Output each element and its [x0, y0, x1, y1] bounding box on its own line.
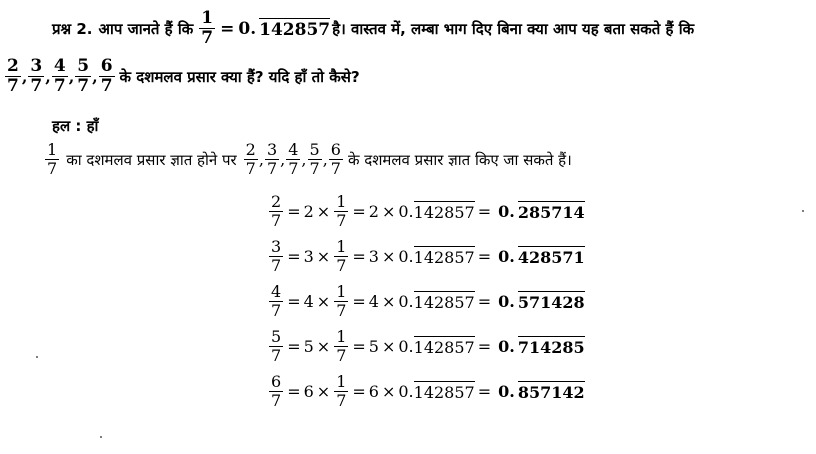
lead-fraction — [45, 142, 59, 177]
question-fraction-den: 7 — [7, 76, 19, 96]
solution-fraction — [244, 142, 258, 177]
lead-text: का दशमलव प्रसार ज्ञात होने पर — [66, 150, 237, 169]
one-seventh-fraction — [334, 239, 348, 274]
decimal-int: 0. — [398, 202, 414, 221]
equation-row — [268, 194, 585, 229]
equation-lhs-num: 2 — [271, 192, 282, 211]
multiplier: 2 — [368, 202, 379, 221]
result-repeat: 571428 — [517, 293, 585, 312]
equation-lhs-fraction — [269, 239, 283, 274]
result-int: 0. — [498, 292, 515, 311]
scan-speck — [36, 356, 38, 358]
equals-sign: = — [477, 337, 492, 356]
scan-speck — [802, 210, 804, 212]
equation-row — [268, 374, 585, 409]
times-sign: × — [316, 337, 331, 356]
solution-fraction-den: 7 — [245, 159, 256, 178]
one-seventh-fraction — [334, 329, 348, 364]
solution-fraction-den: 7 — [330, 159, 341, 178]
solution-fraction — [265, 142, 279, 177]
solution-fraction-num: 6 — [330, 140, 341, 159]
question-fraction-den: 7 — [30, 76, 43, 96]
multiplier: 4 — [303, 292, 314, 311]
question-fraction — [52, 58, 68, 95]
one-seventh-den: 7 — [336, 391, 347, 410]
multiplier: 6 — [368, 382, 379, 401]
result-repeat: 714285 — [517, 338, 585, 357]
solution-fraction-den: 7 — [309, 159, 320, 178]
equals-sign: = — [287, 202, 301, 221]
equation-lhs-fraction — [269, 329, 283, 364]
question-line-1 — [52, 10, 694, 47]
equals-sign: = — [287, 382, 301, 401]
question-fraction-den: 7 — [53, 76, 66, 96]
one-seventh-fraction — [334, 284, 348, 319]
times-sign: × — [381, 382, 396, 401]
equation-lhs-num: 3 — [271, 237, 282, 256]
equals-sign: = — [352, 202, 366, 221]
one-seventh-fraction — [334, 194, 348, 229]
question-fraction-num: 6 — [100, 56, 113, 76]
one-seventh-num: 1 — [336, 237, 347, 256]
result-int: 0. — [498, 382, 515, 401]
one-seventh-num: 1 — [336, 282, 347, 301]
solution-fraction-num: 5 — [309, 140, 320, 159]
equals-sign: = — [352, 292, 366, 311]
given-fraction — [199, 10, 215, 47]
one-seventh-fraction — [334, 374, 348, 409]
question-line-2: $\frac{2}{7}$ , $\frac{3}{7}$ , $\frac{4}{7}$ , $\frac{5}{7}$ , $\frac{6}{7}$ के दशमलव प्रसार क्या हैं? यदि हाँ तो कैसे? — [7, 56, 360, 96]
solution-fraction — [286, 142, 300, 177]
result-repeat: 857142 — [517, 383, 585, 402]
times-sign: × — [316, 292, 331, 311]
equation-lhs-den: 7 — [271, 346, 282, 365]
trail-text: के दशमलव प्रसार ज्ञात किए जा सकते हैं। — [347, 150, 572, 169]
decimal-int: 0. — [398, 292, 414, 311]
given-fraction-den: 7 — [201, 28, 214, 48]
question-fraction-num: 3 — [30, 56, 43, 76]
one-seventh-den: 7 — [336, 346, 347, 365]
question-line2-text: के दशमलव प्रसार क्या हैं? यदि हाँ तो कैसे? — [119, 67, 360, 86]
multiplier: 6 — [303, 382, 314, 401]
question-fraction-den: 7 — [100, 76, 113, 96]
equals-sign: = — [287, 292, 301, 311]
solution-fraction — [329, 142, 343, 177]
solution-fraction-num: 3 — [266, 140, 278, 159]
question-sentence-cont: है। वास्तव में, लम्बा भाग दिए बिना क्या आप यह बता सकते हैं कि — [332, 19, 695, 38]
equals-sign: = — [477, 247, 492, 266]
decimal-int: 0. — [398, 382, 414, 401]
result-int: 0. — [498, 247, 515, 266]
decimal-int: 0. — [398, 337, 414, 356]
result-repeat: 428571 — [517, 248, 585, 267]
one-seventh-num: 1 — [336, 327, 347, 346]
question-fraction-num: 2 — [7, 56, 19, 76]
times-sign: × — [381, 292, 396, 311]
solution-line: $\frac{1}{7}$ का दशमलव प्रसार ज्ञात होने पर $\frac{2}{7}$ , $\frac{3}{7}$ , $\frac{4}{7}$ , $\frac{5}{7}$ , $\frac{6}{7}$ के दशमलव प्रसार ज्ञात किए जा सकते हैं। — [47, 140, 572, 178]
question-intro: आप जानते हैं कि — [98, 19, 194, 38]
equation-lhs-den: 7 — [271, 211, 282, 230]
multiplier: 5 — [368, 337, 379, 356]
equation-lhs-den: 7 — [271, 391, 282, 410]
equation-lhs-num: 4 — [271, 282, 282, 301]
question-fraction — [5, 58, 21, 95]
equals-sign: = — [477, 202, 492, 221]
one-seventh-den: 7 — [336, 256, 347, 275]
times-sign: × — [316, 382, 331, 401]
question-label: प्रश्न 2. — [52, 19, 93, 38]
equation-lhs-den: 7 — [271, 301, 282, 320]
solution-fraction-den: 7 — [266, 159, 278, 178]
equation-row — [268, 284, 585, 319]
equation-lhs-fraction — [269, 374, 283, 409]
equation-row — [268, 239, 585, 274]
equals-sign: = — [287, 247, 301, 266]
given-equals: = — [220, 18, 235, 39]
equation-lhs-den: 7 — [271, 256, 282, 275]
decimal-repeat: 142857 — [413, 248, 475, 267]
question-fraction-num: 4 — [53, 56, 66, 76]
question-fraction-num: 5 — [77, 56, 90, 76]
decimal-repeat: 142857 — [413, 383, 475, 402]
result-repeat: 285714 — [517, 203, 585, 222]
equals-sign: = — [352, 247, 366, 266]
equation-block — [268, 194, 585, 409]
equation-lhs-fraction — [269, 194, 283, 229]
multiplier: 3 — [303, 247, 314, 266]
question-fraction — [75, 58, 91, 95]
equation-row — [268, 329, 585, 364]
one-seventh-den: 7 — [336, 211, 347, 230]
lead-fraction-den: 7 — [47, 159, 58, 178]
one-seventh-den: 7 — [336, 301, 347, 320]
equals-sign: = — [477, 382, 492, 401]
solution-label: हल : हाँ — [52, 117, 99, 135]
times-sign: × — [381, 247, 396, 266]
one-seventh-num: 1 — [336, 372, 347, 391]
given-decimal-int: 0. — [238, 18, 257, 39]
scan-speck — [100, 436, 102, 438]
multiplier: 4 — [368, 292, 379, 311]
times-sign: × — [316, 202, 331, 221]
solution-fraction — [308, 142, 322, 177]
question-fraction — [99, 58, 115, 95]
solution-fraction-num: 2 — [245, 140, 256, 159]
decimal-repeat: 142857 — [413, 293, 475, 312]
multiplier: 3 — [368, 247, 379, 266]
times-sign: × — [316, 247, 331, 266]
decimal-int: 0. — [398, 247, 414, 266]
times-sign: × — [381, 337, 396, 356]
given-decimal-repeat: 142857 — [259, 19, 331, 40]
multiplier: 5 — [303, 337, 314, 356]
decimal-repeat: 142857 — [413, 203, 475, 222]
decimal-repeat: 142857 — [413, 338, 475, 357]
equals-sign: = — [352, 337, 366, 356]
result-int: 0. — [498, 337, 515, 356]
solution-fraction-num: 4 — [288, 140, 299, 159]
equals-sign: = — [477, 292, 492, 311]
equation-lhs-num: 5 — [271, 327, 282, 346]
equation-lhs-num: 6 — [271, 372, 282, 391]
given-fraction-num: 1 — [201, 8, 214, 28]
equation-lhs-fraction — [269, 284, 283, 319]
equals-sign: = — [352, 382, 366, 401]
one-seventh-num: 1 — [336, 192, 347, 211]
result-int: 0. — [498, 202, 515, 221]
equals-sign: = — [287, 337, 301, 356]
times-sign: × — [381, 202, 396, 221]
lead-fraction-num: 1 — [47, 140, 58, 159]
solution-fraction-den: 7 — [288, 159, 299, 178]
question-fraction-den: 7 — [77, 76, 90, 96]
multiplier: 2 — [303, 202, 314, 221]
question-fraction — [28, 58, 44, 95]
